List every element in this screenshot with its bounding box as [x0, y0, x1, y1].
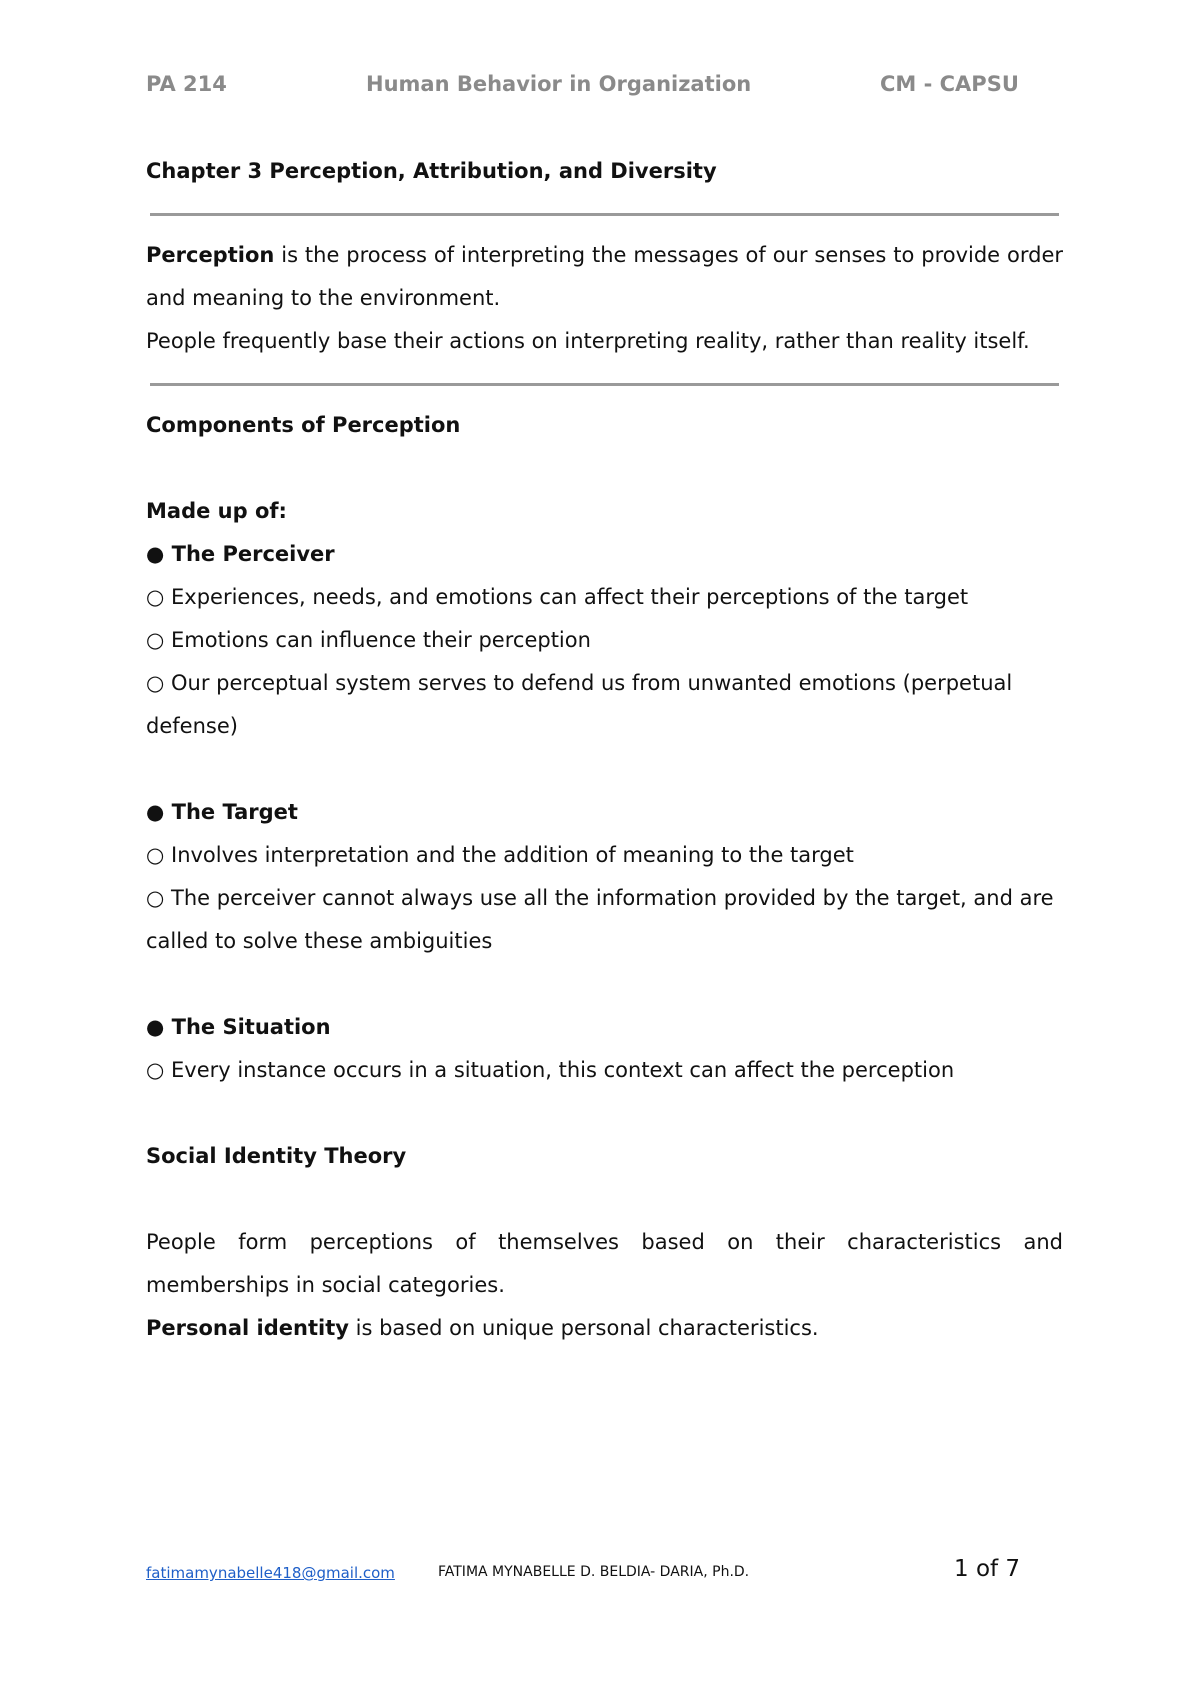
personal-identity-term: Personal identity	[146, 1316, 349, 1340]
list-item: ○ Involves interpretation and the addition of meaning to the target	[146, 843, 854, 867]
page-header	[146, 72, 1019, 108]
component-title: ● The Situation	[146, 1015, 331, 1039]
author-email-link[interactable]: fatimamynabelle418@gmail.com	[146, 1564, 395, 1582]
page-footer	[146, 1556, 1026, 1596]
course-code: PA 214	[146, 72, 227, 96]
components-heading: Components of Perception	[146, 413, 461, 437]
component-title: ● The Perceiver	[146, 542, 335, 566]
school-name: CM - CAPSU	[880, 72, 1019, 96]
list-item: ○ The perceiver cannot always use all the information provided by the target, and are called to solve these ambiguities	[146, 886, 1054, 953]
perception-definition-text: is the process of interpreting the messages of our senses to provide order and meaning to the environment.	[146, 243, 1063, 310]
subject-title: Human Behavior in Organization	[366, 72, 752, 96]
chapter-title: Chapter 3 Perception, Attribution, and Diversity	[146, 159, 717, 183]
list-item: ○ Our perceptual system serves to defend us from unwanted emotions (perpetual defense)	[146, 671, 1013, 738]
social-identity-text: People form perceptions of themselves based on their characteristics and memberships in social categories.	[146, 1230, 1063, 1297]
component-perceiver	[146, 533, 1063, 748]
personal-identity	[146, 1307, 1063, 1350]
author-name: FATIMA MYNABELLE D. BELDIA- DARIA, Ph.D.	[438, 1564, 750, 1580]
component-target	[146, 791, 1063, 963]
made-up-of-label: Made up of:	[146, 499, 287, 523]
perception-note: People frequently base their actions on interpreting reality, rather than reality itself.	[146, 329, 1030, 353]
list-item: ○ Every instance occurs in a situation, this context can affect the perception	[146, 1058, 955, 1082]
page-number: 1 of 7	[954, 1556, 1021, 1582]
document-body	[146, 150, 1063, 1350]
perception-definition	[146, 234, 1063, 320]
list-item: ○ Experiences, needs, and emotions can affect their perceptions of the target	[146, 585, 969, 609]
personal-identity-text: is based on unique personal characteristics.	[348, 1316, 819, 1340]
list-item: ○ Emotions can influence their perception	[146, 628, 591, 652]
perception-term: Perception	[146, 243, 275, 267]
social-identity-heading: Social Identity Theory	[146, 1144, 407, 1168]
component-title: ● The Target	[146, 800, 298, 824]
component-situation	[146, 1006, 1063, 1092]
